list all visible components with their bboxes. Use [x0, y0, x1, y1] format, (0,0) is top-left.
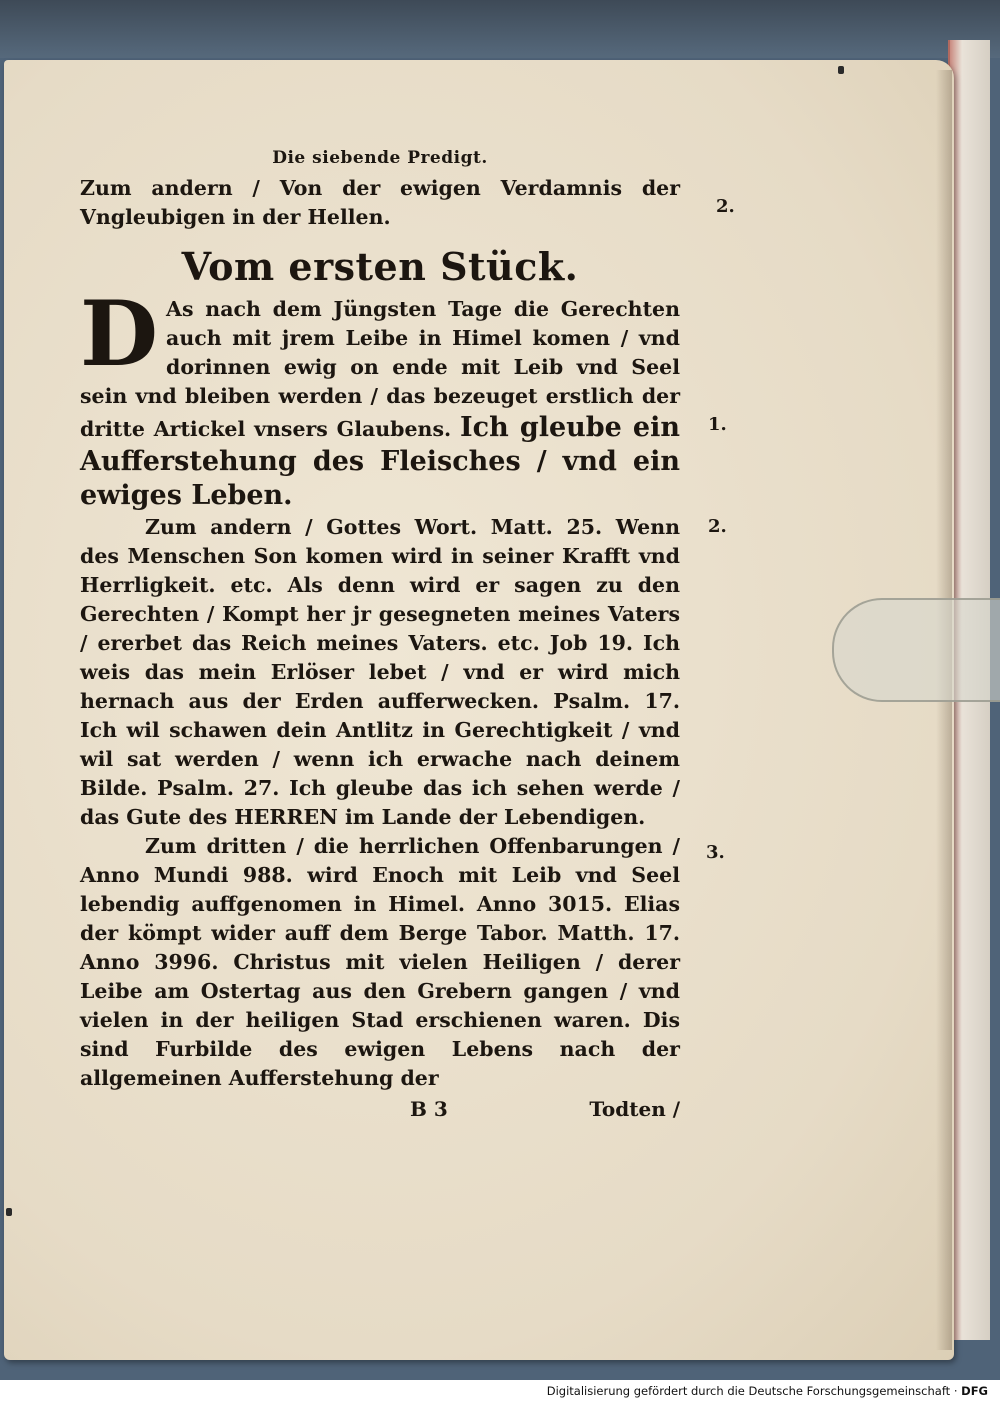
credit-text: Digitalisierung gefördert durch die Deutsche Forschungsgemeinschaft ·	[546, 1384, 958, 1398]
catchword: Todten /	[589, 1097, 680, 1121]
page-clip	[832, 598, 1000, 702]
dfg-logo: DFG	[961, 1384, 988, 1398]
margin-number: 2.	[716, 196, 735, 217]
page-mark	[6, 1208, 12, 1216]
drop-capital: D	[80, 281, 159, 387]
section-heading: Vom ersten Stück.	[181, 244, 579, 289]
page-footer	[80, 1097, 680, 1121]
running-header: Die siebende Predigt.	[272, 148, 488, 168]
paragraph-third: Zum dritten / die herrlichen Offenbarungen / Anno Mundi 988. wird Enoch mit Leib vnd Seel lebendig auffgenomen in Himel. Anno 3015. Elias der kömpt wider auff dem Berge Tabor. Matth. 17. Anno 3996. Christus mit vielen Heiligen / derer Leibe am Ostertag aus den Grebern gangen / vnd vielen in der heiligen Stad erschienen waren. Dis sind Furbilde des ewigen Lebens nach der allgemeinen Aufferstehung der	[80, 834, 680, 1090]
paragraph-second: Zum andern / Gottes Wort. Matt. 25. Wenn des Menschen Son komen wird in seiner Krafft vnd Herrligkeit. etc. Als denn wird er sagen zu den Gerechten / Kompt her jr gesegneten meines Vaters / ererbet das Reich meines Vaters. etc. Job 19. Ich weis das mein Erlöser lebet / vnd er wird mich hernach aus der Erden aufferwecken. Psalm. 17. Ich wil schawen dein Antlitz in Gerechtigkeit / vnd wil sat werden / wenn ich erwache nach deinem Bilde. Psalm. 27. Ich gleube das ich sehen werde / das Gute des HERREN im Lande der Lebendigen.	[80, 515, 680, 829]
page-mark	[838, 66, 844, 74]
signature-mark: B 3	[410, 1097, 448, 1121]
page-text-block	[80, 148, 680, 1121]
page-edge-shadow	[936, 70, 952, 1350]
margin-number: 2.	[708, 516, 727, 537]
paragraph-first-text: As nach dem Jüngsten Tage die Gerechten auch mit jrem Leibe in Himel komen / vnd dorinnen ewig on ende mit Leib vnd Seel sein vnd bleiben werden / das bezeuget erstlich der dritte Artickel vnsers Glaubens.	[80, 297, 680, 441]
paragraph-first	[80, 281, 680, 513]
first-paragraph-block	[80, 281, 680, 513]
funding-credit	[547, 1384, 988, 1398]
creed-quotation: Ich gleube ein Aufferstehung des Fleisches / vnd ein ewiges Leben.	[80, 412, 680, 511]
margin-number: 1.	[708, 414, 727, 435]
intro-paragraph: Zum andern / Von der ewigen Verdamnis der Vngleubigen in der Hellen.	[80, 176, 680, 229]
margin-number: 3.	[706, 842, 725, 863]
scanner-top-strip	[0, 0, 1000, 58]
